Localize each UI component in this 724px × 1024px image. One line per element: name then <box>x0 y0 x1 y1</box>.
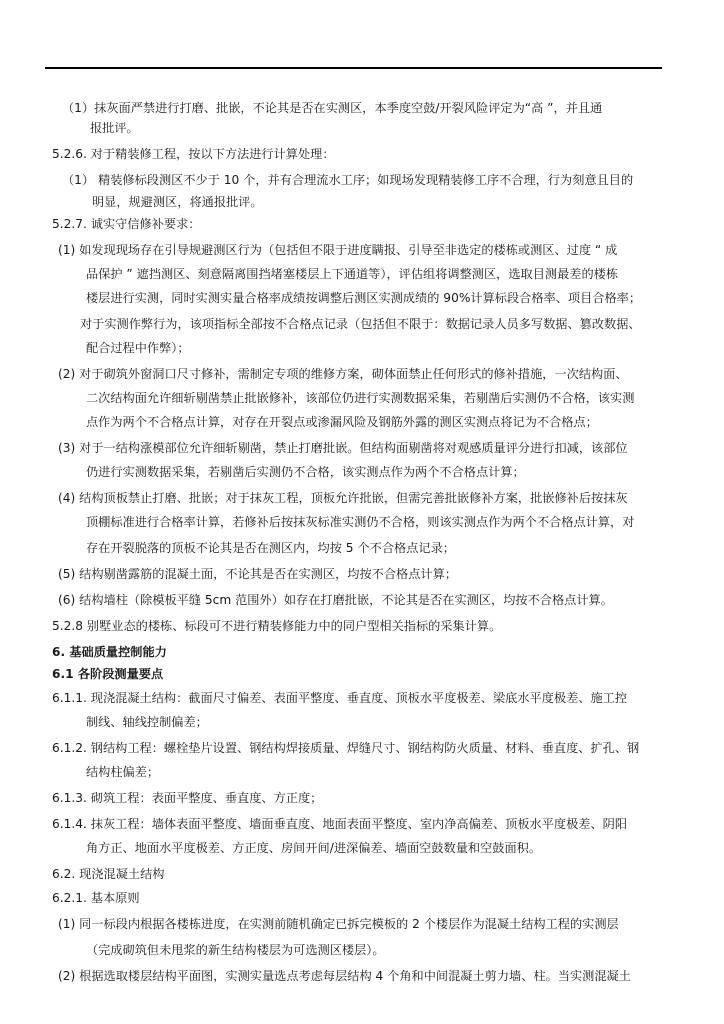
text-line: 6.1.2. 钢结构工程：螺栓垫片设置、钢结构焊接质量、焊缝尺寸、钢结构防火质量、材料、垂直度、扩孔、钢 <box>52 741 640 755</box>
text-line: 点作为两个不合格点计算，对存在开裂点或渗漏风险及钢筋外露的测区实测点将记为不合格点； <box>86 415 598 429</box>
text-line: 6.1.4. 抹灰工程：墙体表面平整度、墙面垂直度、地面表面平整度、室内净高偏差、顶板水平度极差、阴阳 <box>52 817 628 831</box>
text-line: （1）抹灰面严禁进行打磨、批嵌，不论其是否在实测区，本季度空鼓/开裂风险评定为“高 ”，并且通 <box>62 101 603 115</box>
text-line: 5.2.8 别墅业态的楼栋、标段可不进行精装修能力中的同户型相关指标的采集计算。 <box>52 619 502 633</box>
text-line: (2) 对于砌筑外窗洞口尺寸修补，需制定专项的维修方案，砌体面禁止任何形式的修补措施，一次结构面、 <box>58 367 628 381</box>
section-heading: 6.1 各阶段测量要点 <box>52 667 164 681</box>
text-line: 顶棚标准进行合格率计算，若修补后按抹灰标准实测仍不合格，则该实测点作为两个不合格点计算，对 <box>86 515 635 529</box>
text-line: 仍进行实测数据采集，若剔凿后实测仍不合格，该实测点作为两个不合格点计算； <box>86 465 525 479</box>
text-line: 6.1.3. 砌筑工程：表面平整度、垂直度、方正度； <box>52 791 323 805</box>
text-line: 制线、轴线控制偏差； <box>86 715 208 729</box>
text-line: 配合过程中作弊）； <box>86 341 190 355</box>
text-line: (1) 同一标段内根据各楼栋进度，在实测前随机确定已拆完模板的 2 个楼层作为混凝土结构工程的实测层 <box>58 917 619 931</box>
text-line: 结构柱偏差； <box>86 765 160 779</box>
text-line: (4) 结构顶板禁止打磨、批嵌；对于抹灰工程，顶板允许批嵌，但需完善批嵌修补方案，批嵌修补后按抹灰 <box>58 491 628 505</box>
text-line: 对于实测作弊行为，该项指标全部按不合格点记录（包括但不限于：数据记录人员多写数据、篡改数据、 <box>80 317 641 331</box>
text-line: 二次结构面允许细斩剔凿禁止批嵌修补，该部位仍进行实测数据采集，若剔凿后实测仍不合格，该实测 <box>86 391 635 405</box>
text-line: 报批评。 <box>90 121 139 135</box>
header-rule <box>45 67 662 69</box>
text-line: (3) 对于一结构涨模部位允许细斩剔凿，禁止打磨批嵌。但结构面剔凿将对观感质量评分进行扣减，该部位 <box>58 441 628 455</box>
section-heading: 6.2. 现浇混凝土结构 <box>52 867 165 881</box>
text-line: 5.2.7. 诚实守信修补要求： <box>52 217 201 231</box>
text-line: 5.2.6. 对于精装修工程，按以下方法进行计算处理： <box>52 147 335 161</box>
text-line: 6.1.1. 现浇混凝土结构：截面尺寸偏差、表面平整度、垂直度、顶板水平度极差、梁底水平度极差、施工控 <box>52 691 628 705</box>
text-line: （1） 精装修标段测区不少于 10 个，并有合理流水工序；如现场发现精装修工序不合理，行为刻意且目的 <box>62 173 634 187</box>
text-line: （完成砌筑但未甩浆的新生结构楼层为可选测区楼层）。 <box>86 943 385 957</box>
text-line: 品保护 ” 遮挡测区、刻意隔离围挡堵塞楼层上下通道等），评估组将调整测区，选取目测最差的楼栋 <box>86 267 619 281</box>
text-line: 存在开裂脱落的顶板不论其是否在测区内，均按 5 个不合格点记录； <box>86 541 455 555</box>
text-line: 角方正、地面水平度极差、方正度、房间开间/进深偏差、墙面空鼓数量和空鼓面积。 <box>86 841 542 855</box>
text-line: (1) 如发现现场存在引导规避测区行为（包括但不限于进度瞒报、引导至非选定的楼栋或测区、过度 “ 成 <box>58 243 618 257</box>
text-line: 6.2.1. 基本原则 <box>52 891 140 905</box>
text-line: 楼层进行实测，同时实测实量合格率成绩按调整后测区实测成绩的 90%计算标段合格率、项目合格率； <box>86 291 642 305</box>
text-line: (6) 结构墙柱（除模板平缝 5cm 范围外）如存在打磨批嵌，不论其是否在实测区，均按不合格点计算。 <box>58 593 613 607</box>
text-line: (5) 结构剔凿露筋的混凝土面，不论其是否在实测区，均按不合格点计算； <box>58 567 457 581</box>
text-line: (2) 根据选取楼层结构平面图，实测实量选点考虑每层结构 4 个角和中间混凝土剪力墙、柱。当实测混凝土 <box>58 969 631 983</box>
text-line: 明显，规避测区，将通报批评。 <box>92 195 263 209</box>
section-heading: 6. 基础质量控制能力 <box>52 645 167 659</box>
